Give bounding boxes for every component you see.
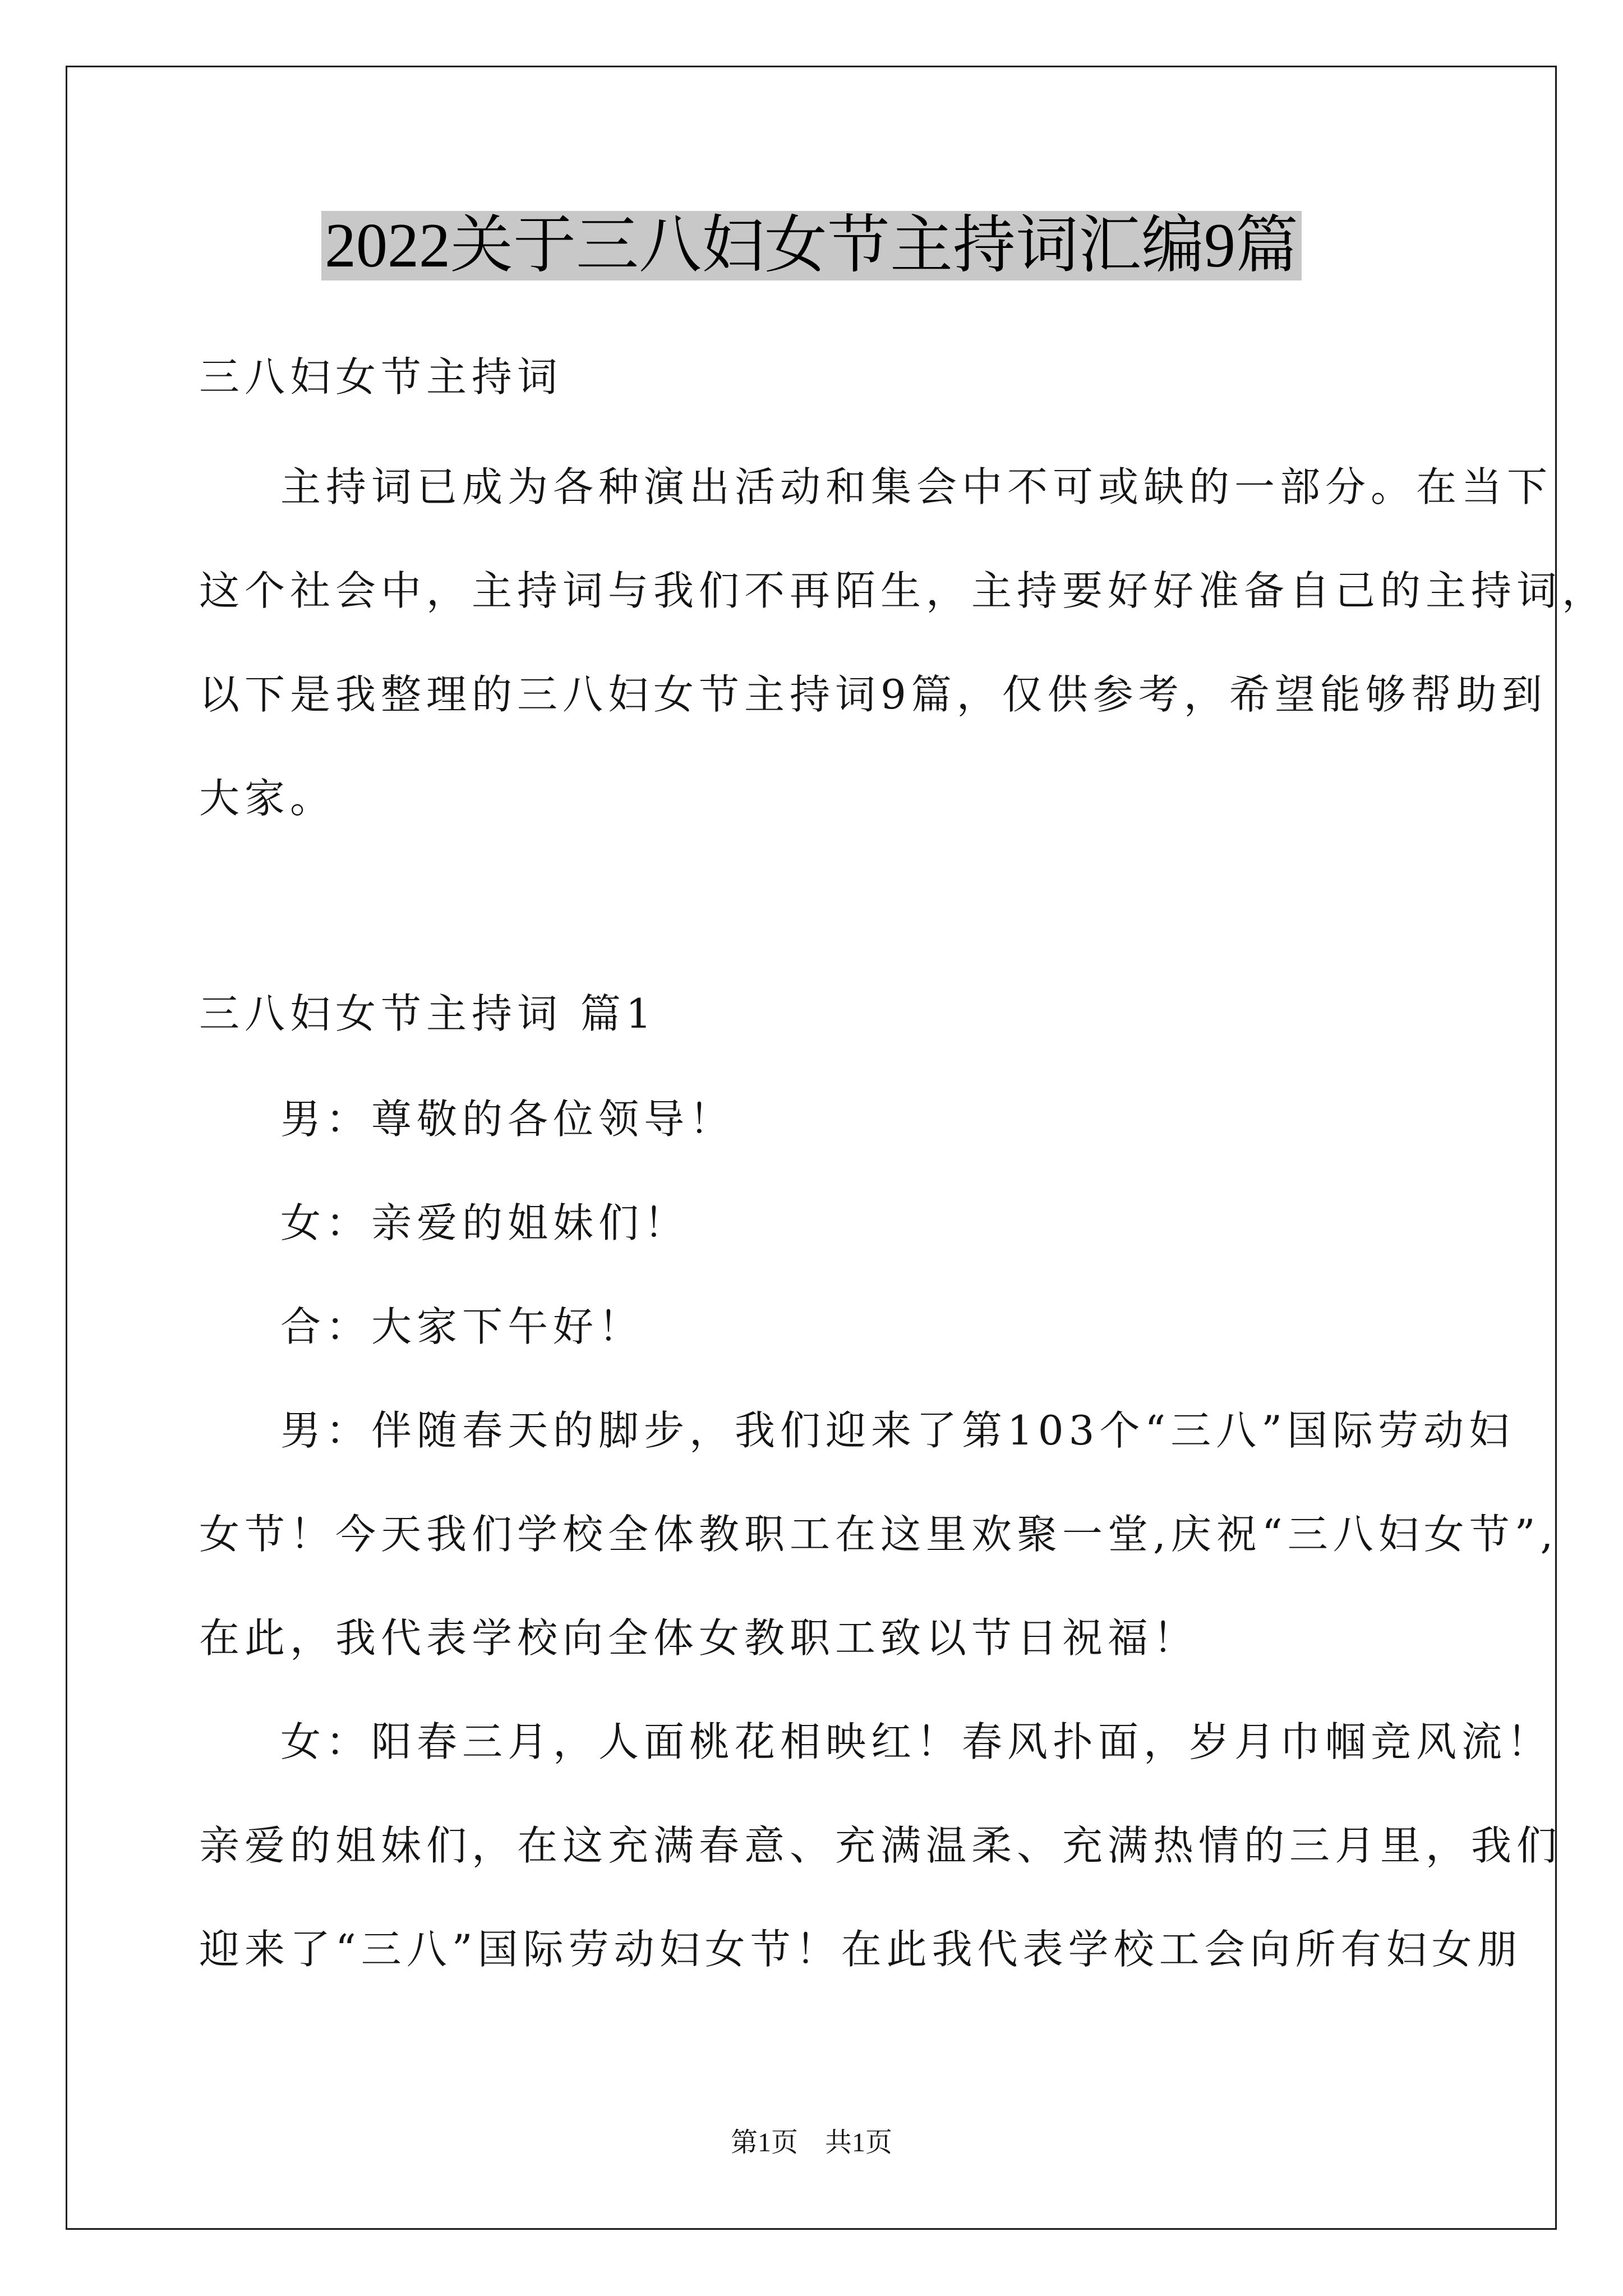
dialogue-line: 女：阳春三月，人面桃花相映红！春风扑面，岁月巾帼竞风流！ xyxy=(280,1718,1553,1765)
paragraph-line: 以下是我整理的三八妇女节主持词9篇，仅供参考，希望能够帮助到 xyxy=(199,671,1547,718)
document-title xyxy=(0,206,1623,285)
dialogue-line: 男：尊敬的各位领导！ xyxy=(280,1096,735,1143)
paragraph-line: 迎来了“三八”国际劳动妇女节！在此我代表学校工会向所有妇女朋 xyxy=(199,1926,1523,1973)
paragraph-line: 女节！今天我们学校全体教职工在这里欢聚一堂,庆祝“三八妇女节”, xyxy=(199,1511,1559,1558)
dialogue-line: 男：伴随春天的脚步，我们迎来了第103个“三八”国际劳动妇 xyxy=(280,1407,1515,1454)
paragraph-line: 亲爱的姐妹们，在这充满春意、充满温柔、充满热情的三月里，我们 xyxy=(199,1822,1562,1869)
paragraph-line: 这个社会中，主持词与我们不再陌生，主持要好好准备自己的主持词， xyxy=(199,567,1608,614)
paragraph-line: 大家。 xyxy=(199,775,336,822)
page-footer: 第1页 共1页 xyxy=(730,2128,892,2157)
dialogue-line: 合：大家下午好！ xyxy=(280,1303,644,1350)
paragraph-line: 在此，我代表学校向全体女教职工致以节日祝福！ xyxy=(199,1614,1199,1662)
section-heading: 三八妇女节主持词 篇1 xyxy=(199,990,657,1037)
dialogue-line: 女：亲爱的姐妹们！ xyxy=(280,1199,690,1246)
section-heading: 三八妇女节主持词 xyxy=(199,353,563,401)
paragraph-line: 主持词已成为各种演出活动和集会中不可或缺的一部分。在当下 xyxy=(280,463,1553,510)
document-title-text: 2022关于三八妇女节主持词汇编9篇 xyxy=(321,211,1302,280)
